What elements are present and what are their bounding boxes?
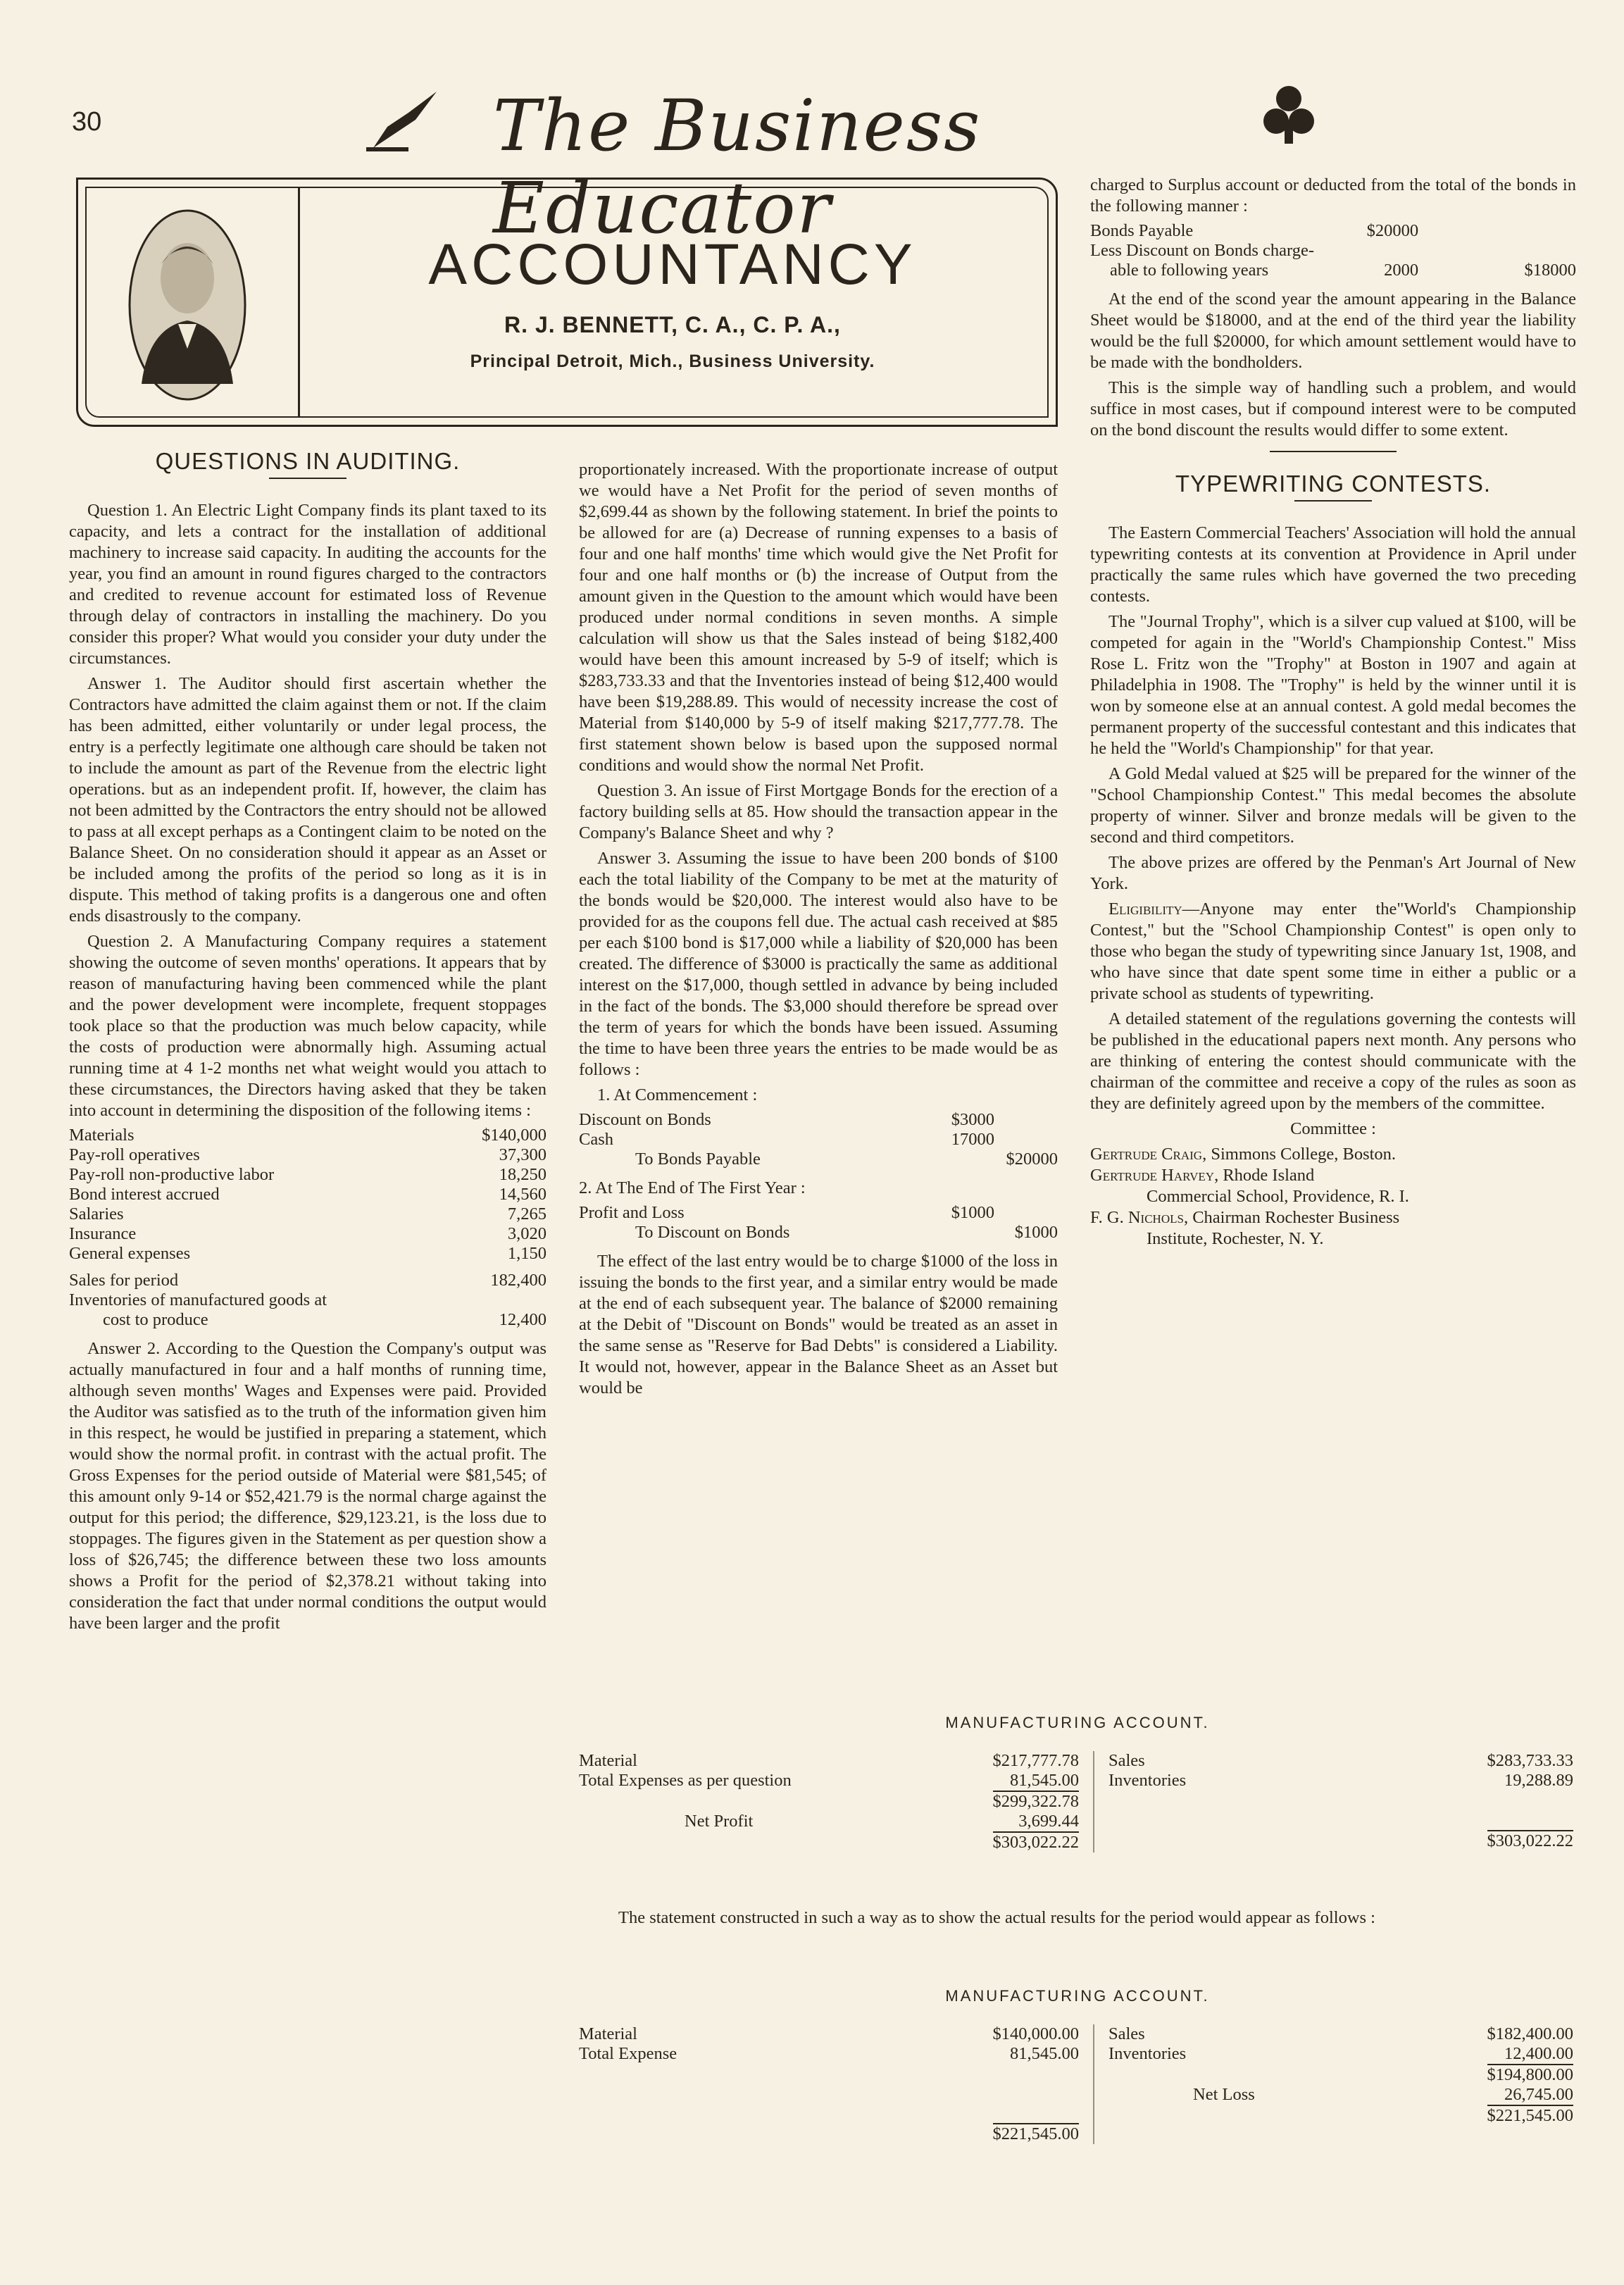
- committee-member: F. G. Nichols, Chairman Rochester Business: [1090, 1208, 1400, 1227]
- table-row: Discount on Bonds $3000: [579, 1110, 994, 1129]
- paragraph: Answer 2. According to the Question the Company's output was actually manufactured in four and a half months of running time, although seven months' Wages and Expenses were paid. Provided the Auditor was satisfied as to the truth of the information given him in this respect, he would be justified in preparing a statement, which would show the normal profit. in contrast with the actual profit. The Gross Expenses for the period outside of Material were $81,545; of this amount only 9-14 or $52,421.79 is the normal charge against the output for this period; the difference, $29,123.21, is the loss due to stoppages. The figures given in the Statement as per question show a loss of $26,745; the difference between these two loss amounts shows a Profit for the period of $2,378.21 without taking into consideration the fact that under normal conditions the output would have been larger and the profit: [69, 1339, 546, 1633]
- quill-icon: [366, 85, 444, 155]
- entry-title: 2. At The End of The First Year :: [579, 1178, 806, 1197]
- statement-total-row: $303,022.22: [992, 1833, 1079, 1852]
- table-row: To Discount on Bonds $1000: [635, 1223, 1058, 1242]
- statement-row: Total Expense 81,545.00: [579, 2044, 1079, 2063]
- table-row: Insurance 3,020: [69, 1224, 546, 1243]
- author-portrait: [127, 208, 247, 402]
- committee-member-line: Commercial School, Providence, R. I.: [1147, 1187, 1409, 1206]
- section-heading: QUESTIONS IN AUDITING.: [155, 448, 461, 474]
- statement-title: MANUFACTURING ACCOUNT.: [945, 1987, 1210, 2005]
- table-row: Sales for period 182,400: [69, 1271, 546, 1290]
- statement-row: Inventories 12,400.00: [1108, 2044, 1573, 2063]
- table-row: To Bonds Payable $20000: [635, 1150, 1058, 1169]
- paragraph: The effect of the last entry would be to charge $1000 of the loss in issuing the bonds to the first year, and a similar entry would be made at the end of each subsequent year. The balance of $2000 remaining at the Debit of "Discount on Bonds" would be treated as an asset in the same sense as "Reserve for Bad Debts" is considered a Liability. It would not, however, appear in the Balance Sheet as an Asset but would be: [579, 1252, 1058, 1397]
- masthead-title: The Business Educator: [493, 85, 982, 249]
- page-number: 30: [72, 107, 102, 137]
- paragraph: charged to Surplus account or deducted from the total of the bonds in the following manner :: [1090, 175, 1576, 216]
- paragraph: Question 2. A Manufacturing Company requires a statement showing the outcome of seven months' operations. It appears that by reason of manufacturing having been commenced while the plant and the power development were incomplete, frequent stoppages took place so that the production was much below capacity, while the costs of production were abnormally high. Assuming actual running time at 4 1-2 months net what weight would you attach to these circumstances, the Directors having asked that they be taken into account in determining the disposition of the following items :: [69, 932, 546, 1120]
- committee-member-line: Institute, Rochester, N. Y.: [1147, 1229, 1324, 1248]
- paragraph: A detailed statement of the regulations governing the contests will be published in the educational papers next month. Any persons who are thinking of entering the contest should communicate with the chairman of the committee and receive a copy of the rules as soon as they are definitely agreed upon by the members of the committee.: [1090, 1009, 1576, 1113]
- items-table: [69, 1126, 546, 1330]
- paragraph: This is the simple way of handling such a problem, and would suffice in most cases, but if compound interest were to be computed on the bond discount the results would differ to some extent.: [1090, 378, 1576, 440]
- paragraph: The "Journal Trophy", which is a silver cup valued at $100, will be competed for again in the "World's Championship Contest." Miss Rose L. Fritz won the "Trophy" at Boston in 1907 and again at Philadelphia in 1908. The "Trophy" is held by the winner until it is won by someone else at an annual contest. A gold medal becomes the permanent property of the successful contestant and this indicates that he held the "World's Championship" for that year.: [1090, 612, 1576, 758]
- statement-debit-side: [579, 1751, 1094, 1853]
- statement-row: $299,322.78: [992, 1792, 1079, 1811]
- statement-credit-side: [1094, 1751, 1573, 1853]
- entry-title: 1. At Commencement :: [597, 1085, 758, 1104]
- eligibility-lead: Eligibility: [1108, 899, 1182, 919]
- divider: [269, 478, 346, 479]
- table-row: Bond interest accrued 14,560: [69, 1185, 546, 1204]
- table-row: Inventories of manufactured goods at: [69, 1290, 327, 1309]
- eligibility-text: —Anyone may enter the"World's Championship Contest," but the "School Championship Contest" is open only to those who began the study of typewriting since January 1st, 1908, and who have since that date spent some time in either a public or a private school as students of typewriting.: [1090, 899, 1576, 1003]
- paragraph: [1090, 899, 1576, 1004]
- statement-row: Total Expenses as per question 81,545.00: [579, 1771, 1079, 1790]
- committee-member: Gertrude Harvey, Rhode Island: [1090, 1166, 1315, 1185]
- table-row: Pay-roll operatives 37,300: [69, 1145, 546, 1164]
- table-row: Profit and Loss $1000: [579, 1203, 994, 1222]
- table-row: able to following years 2000 $18000: [1110, 261, 1576, 280]
- table-row: Cash 17000: [579, 1130, 994, 1149]
- statement-credit-side: [1094, 2024, 1573, 2144]
- ornament-icon: [1261, 77, 1317, 148]
- paragraph: A Gold Medal valued at $25 will be prepared for the winner of the "School Championship Contest." This medal becomes the absolute property of winner. Silver and bronze medals will be given to the second and third competitors.: [1090, 764, 1576, 847]
- statement-debit-side: [579, 2024, 1094, 2144]
- table-row: cost to produce 12,400: [103, 1310, 546, 1329]
- statement-row: Material $217,777.78: [579, 1751, 1079, 1770]
- column-2: [579, 459, 1058, 1403]
- statement-row: Net Profit 3,699.44: [685, 1812, 1079, 1831]
- statement-row: Sales $182,400.00: [1108, 2024, 1573, 2043]
- paragraph: The above prizes are offered by the Penman's Art Journal of New York.: [1090, 853, 1576, 893]
- paragraph: Answer 1. The Auditor should first ascertain whether the Contractors have admitted the claim against them or not. If the claim has been admitted, either voluntarily or under legal process, the entry is a perfectly legitimate one although care should be taken not to include the amount as part of the Revenue from the electric light operations. but as an independent profit. If, however, the claim has not been admitted by the Contractors the entry should not be allowed to pass at all except perhaps as a Contingent claim to be noted on the Balance Sheet. On no consideration should it appear as an Asset or be included among the profits of the period so long as it is in dispute. This method of taking profits is a dangerous one and often ends disastrously to the company.: [69, 674, 546, 926]
- manufacturing-account-normal: [579, 1713, 1576, 1853]
- statement-row: Inventories 19,288.89: [1108, 1771, 1573, 1790]
- column-1: [69, 448, 546, 1638]
- divider: [1294, 500, 1372, 502]
- committee-label: Committee :: [1290, 1119, 1376, 1138]
- statement-row: Net Loss 26,745.00: [1193, 2085, 1573, 2104]
- statement-note: The statement constructed in such a way as to show the actual results for the period would appear as follows :: [618, 1908, 1375, 1927]
- paragraph: Question 1. An Electric Light Company finds its plant taxed to its capacity, and lets a contract for the installation of additional machinery to increase said capacity. In auditing the accounts for the year, you find an amount in round figures charged to the contractors and credited to revenue account for estimated loss of Revenue through delay of contractors in installing the machinery. Do you consider this proper? What would you consider your duty under the circumstances.: [69, 501, 546, 668]
- author-name: R. J. BENNETT, C. A., C. P. A.,: [504, 312, 841, 337]
- statement-total-row: $221,545.00: [992, 2124, 1079, 2143]
- paragraph: proportionately increased. With the proportionate increase of output we would have a Net Profit for the period of seven months of $2,699.44 as shown by the following statement. In brief the points to be allowed for are (a) Decrease of running expenses to a basis of four and one half months' time which would give the Net Profit for four and one half months or (b) the increase of Output from the amount given in the Question to the amount which would have been produced under normal conditions in seven months. A simple calculation will show us that the Sales instead of being $182,400 would have been this amount increased by 5-9 of itself; which is $283,733.33 and that the Inventories instead of being $12,400 would have been $19,288.89. This would of necessity increase the cost of Material from $140,000 by 5-9 of itself making $217,777.78. The first statement shown below is based upon the supposed normal conditions and would show the normal Net Profit.: [579, 460, 1058, 775]
- article-banner: [76, 178, 1058, 427]
- column-3: [1090, 175, 1576, 1250]
- statement-total-row: $221,545.00: [1487, 2106, 1573, 2125]
- paragraph: The Eastern Commercial Teachers' Association will hold the annual typewriting contests at its convention at Providence in April under practically the same rules which have governed the two preceding contests.: [1090, 523, 1576, 606]
- paragraph: At the end of the scond year the amount appearing in the Balance Sheet would be $18000, and at the end of the third year the liability would be the full $20000, for which amount settlement would have to be made with the bondholders.: [1090, 289, 1576, 372]
- statement-row: $194,800.00: [1487, 2065, 1573, 2084]
- table-row: Pay-roll non-productive labor 18,250: [69, 1165, 546, 1184]
- paragraph: Question 3. An issue of First Mortgage Bonds for the erection of a factory building sells at 85. How should the transaction appear in the Company's Balance Sheet and why ?: [579, 781, 1058, 842]
- section-heading: TYPEWRITING CONTESTS.: [1175, 471, 1492, 497]
- statement-title: MANUFACTURING ACCOUNT.: [945, 1714, 1210, 1731]
- bond-balance-table: [1090, 221, 1576, 280]
- committee-member: Gertrude Craig, Simmons College, Boston.: [1090, 1145, 1397, 1164]
- statement-row: Material $140,000.00: [579, 2024, 1079, 2043]
- journal-entry-1: [579, 1110, 1058, 1169]
- table-row: Salaries 7,265: [69, 1204, 546, 1224]
- table-row: General expenses 1,150: [69, 1244, 546, 1263]
- paragraph: Answer 3. Assuming the issue to have been 200 bonds of $100 each the total liability of the Company to be met at the maturity of the bonds would be $20,000. The interest would also have to be provided for as the coupons fell due. The actual cash received at $85 per each $100 bond is $17,000 while a liability of $20,000 has been created. The difference of $3000 is practically the same as additional interest on the $17,000, though settled in advance by being included in the fact of the bonds. The $3,000 should therefore be spread over the term of years for which the bonds have been issued. Assuming the time to have been three years the entries to be made would be as follows :: [579, 849, 1058, 1079]
- portrait-frame: [87, 188, 300, 416]
- table-row: Bonds Payable $20000: [1090, 221, 1419, 240]
- table-row: Less Discount on Bonds charge-: [1090, 241, 1314, 260]
- article-title: ACCOUNTANCY: [428, 232, 917, 297]
- author-affiliation: Principal Detroit, Mich., Business University.: [470, 351, 875, 371]
- divider: [1270, 451, 1397, 452]
- statement-total-row: $303,022.22: [1487, 1831, 1573, 1850]
- statement-row: Sales $283,733.33: [1108, 1751, 1573, 1770]
- table-row: Materials $140,000: [69, 1126, 546, 1145]
- manufacturing-account-actual: [579, 1986, 1576, 2144]
- journal-entry-2: [579, 1203, 1058, 1243]
